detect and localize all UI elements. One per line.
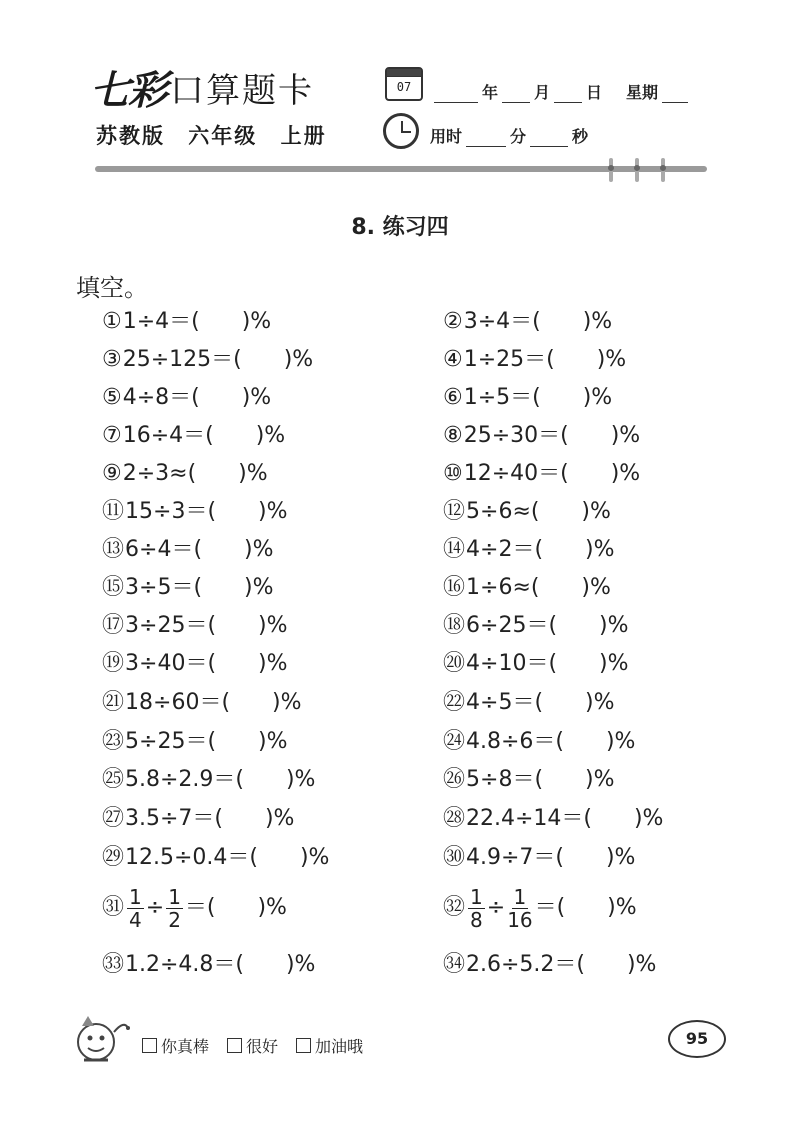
problem-text: 6÷4＝( )% <box>125 537 274 562</box>
second-blank[interactable] <box>530 130 568 147</box>
problem-text: 4.8÷6＝( )% <box>466 729 636 754</box>
problem-text: 4÷8＝( )% <box>122 385 272 410</box>
problem-item <box>102 421 285 451</box>
problem-text: ＝( )% <box>184 895 287 920</box>
problem-text: 12.5÷0.4＝( )% <box>125 845 330 870</box>
problem-number: ㉜ <box>443 895 466 920</box>
problem-item <box>443 950 656 980</box>
problem-number: ⑯ <box>443 575 466 600</box>
problem-text: 2÷3≈( )% <box>122 461 268 486</box>
problem-number: ㉑ <box>102 690 125 715</box>
fraction: $\frac{1}{4}$ <box>129 884 142 932</box>
problem-number: ⑬ <box>102 537 125 562</box>
minute-label: 分 <box>510 127 527 146</box>
problem-item <box>102 727 287 757</box>
calendar-icon <box>385 67 423 101</box>
problem-text: 18÷60＝( )% <box>125 690 302 715</box>
problem-item <box>443 611 628 641</box>
problem-item <box>443 497 611 527</box>
problem-item <box>102 950 315 980</box>
problem-text: 22.4÷14＝( )% <box>466 806 664 831</box>
month-blank[interactable] <box>502 86 530 103</box>
problem-text: 6÷25＝( )% <box>466 613 629 638</box>
problem-text: 15÷3＝( )% <box>125 499 288 524</box>
operator: ÷ <box>145 895 165 920</box>
problem-text: 5÷6≈( )% <box>466 499 611 524</box>
problem-item <box>443 459 640 489</box>
problem-item <box>102 884 287 932</box>
problem-item <box>102 843 329 873</box>
problem-number: ⑲ <box>102 651 125 676</box>
problem-number: ⑩ <box>443 461 463 486</box>
fraction: $\frac{1}{16}$ <box>507 884 533 932</box>
problem-number: ⑥ <box>443 385 463 410</box>
header-divider <box>95 166 707 172</box>
checkbox-icon <box>142 1038 157 1053</box>
problem-text: 1.2÷4.8＝( )% <box>125 952 316 977</box>
binder-ring-icon <box>608 158 614 182</box>
problem-item <box>102 345 313 375</box>
problem-item <box>102 765 315 795</box>
problem-number: ㉝ <box>102 952 125 977</box>
problem-number: ⑨ <box>102 461 122 486</box>
logo-sub: 口算题卡 <box>170 70 314 111</box>
problem-text: ＝( )% <box>534 895 637 920</box>
problem-number: ㉞ <box>443 952 466 977</box>
problem-number: ㉓ <box>102 729 125 754</box>
problem-number: ② <box>443 309 463 334</box>
checkbox-icon <box>296 1038 311 1053</box>
second-label: 秒 <box>572 127 589 146</box>
mascot-icon <box>72 1012 132 1068</box>
problem-number: ⑮ <box>102 575 125 600</box>
problem-text: 4÷5＝( )% <box>466 690 615 715</box>
binder-ring-icon <box>660 158 666 182</box>
problem-text: 4÷2＝( )% <box>466 537 615 562</box>
fraction: $\frac{1}{2}$ <box>168 884 181 932</box>
problem-number: ㉙ <box>102 845 125 870</box>
problem-item <box>443 804 663 834</box>
binder-ring-icon <box>634 158 640 182</box>
month-label: 月 <box>534 83 551 102</box>
problem-item <box>102 497 287 527</box>
problem-text: 1÷5＝( )% <box>463 385 613 410</box>
problem-text: 3÷25＝( )% <box>125 613 288 638</box>
check-keep-going[interactable]: 加油哦 <box>296 1034 363 1057</box>
year-label: 年 <box>482 83 499 102</box>
problem-number: ㉕ <box>102 767 125 792</box>
problem-number: ㉖ <box>443 767 466 792</box>
problem-item <box>102 535 273 565</box>
problem-text: 2.6÷5.2＝( )% <box>466 952 657 977</box>
problem-item <box>443 345 626 375</box>
problem-text: 1÷25＝( )% <box>463 347 627 372</box>
problem-number: ⑦ <box>102 423 122 448</box>
problem-item <box>102 573 273 603</box>
problem-item <box>102 804 294 834</box>
problem-item <box>102 688 301 718</box>
problem-item <box>443 535 614 565</box>
problem-item <box>443 649 628 679</box>
problem-text: 3÷40＝( )% <box>125 651 288 676</box>
day-blank[interactable] <box>554 86 582 103</box>
check-great[interactable]: 你真棒 <box>142 1034 209 1057</box>
year-blank[interactable] <box>434 86 478 103</box>
problem-number: ⑫ <box>443 499 466 524</box>
problem-number: ① <box>102 309 122 334</box>
problem-number: ㉗ <box>102 806 125 831</box>
fraction: $\frac{1}{8}$ <box>470 884 483 932</box>
problem-number: ④ <box>443 347 463 372</box>
instruction: 填空。 <box>76 274 148 302</box>
problem-text: 12÷40＝( )% <box>463 461 641 486</box>
time-fill-line <box>430 124 588 147</box>
problem-text: 1÷6≈( )% <box>466 575 611 600</box>
problem-item <box>443 421 640 451</box>
problem-text: 25÷125＝( )% <box>122 347 314 372</box>
problem-number: ㉒ <box>443 690 466 715</box>
problem-item <box>102 611 287 641</box>
checkbox-icon <box>227 1038 242 1053</box>
problem-number: ㉚ <box>443 845 466 870</box>
check-good[interactable]: 很好 <box>227 1034 278 1057</box>
problem-number: ⑤ <box>102 385 122 410</box>
problem-number: ㉔ <box>443 729 466 754</box>
problem-text: 3÷4＝( )% <box>463 309 613 334</box>
problem-number: ③ <box>102 347 122 372</box>
problem-number: ㉛ <box>102 895 125 920</box>
problem-item <box>443 383 612 413</box>
problem-number: ⑧ <box>443 423 463 448</box>
time-used-label: 用时 <box>430 127 463 146</box>
problem-number: ⑰ <box>102 613 125 638</box>
edition-label: 苏教版 六年级 上册 <box>96 124 327 148</box>
problem-item <box>443 727 635 757</box>
weekday-blank[interactable] <box>662 86 688 103</box>
page-number: 95 <box>668 1020 726 1058</box>
problem-item <box>102 307 271 337</box>
self-evaluation <box>142 1034 363 1057</box>
problem-text: 3÷5＝( )% <box>125 575 274 600</box>
problem-item <box>102 649 287 679</box>
problem-text: 4.9÷7＝( )% <box>466 845 636 870</box>
problem-number: ⑱ <box>443 613 466 638</box>
problem-item <box>443 688 614 718</box>
problem-text: 3.5÷7＝( )% <box>125 806 295 831</box>
problem-item <box>443 573 611 603</box>
problem-number: ⑳ <box>443 651 466 676</box>
problem-text: 16÷4＝( )% <box>122 423 286 448</box>
date-fill-line <box>430 80 692 103</box>
problem-item <box>443 765 614 795</box>
problem-text: 4÷10＝( )% <box>466 651 629 676</box>
section-title: 8. 练习四 <box>351 215 449 240</box>
problem-item <box>102 383 271 413</box>
problem-item <box>102 459 268 489</box>
problem-number: ⑭ <box>443 537 466 562</box>
logo <box>90 62 314 112</box>
minute-blank[interactable] <box>466 130 506 147</box>
problem-number: ㉘ <box>443 806 466 831</box>
problem-text: 5.8÷2.9＝( )% <box>125 767 316 792</box>
problem-item <box>443 307 612 337</box>
clock-icon <box>383 113 419 149</box>
operator: ÷ <box>486 895 506 920</box>
problem-text: 5÷25＝( )% <box>125 729 288 754</box>
calendar-number: 07 <box>396 80 412 94</box>
logo-main: 七彩 <box>90 66 166 114</box>
problem-item <box>443 843 635 873</box>
day-label: 日 <box>586 83 603 102</box>
problem-text: 1÷4＝( )% <box>122 309 272 334</box>
problem-text: 25÷30＝( )% <box>463 423 641 448</box>
problem-text: 5÷8＝( )% <box>466 767 615 792</box>
problem-item <box>443 884 637 932</box>
problem-number: ⑪ <box>102 499 125 524</box>
weekday-label: 星期 <box>626 83 659 102</box>
